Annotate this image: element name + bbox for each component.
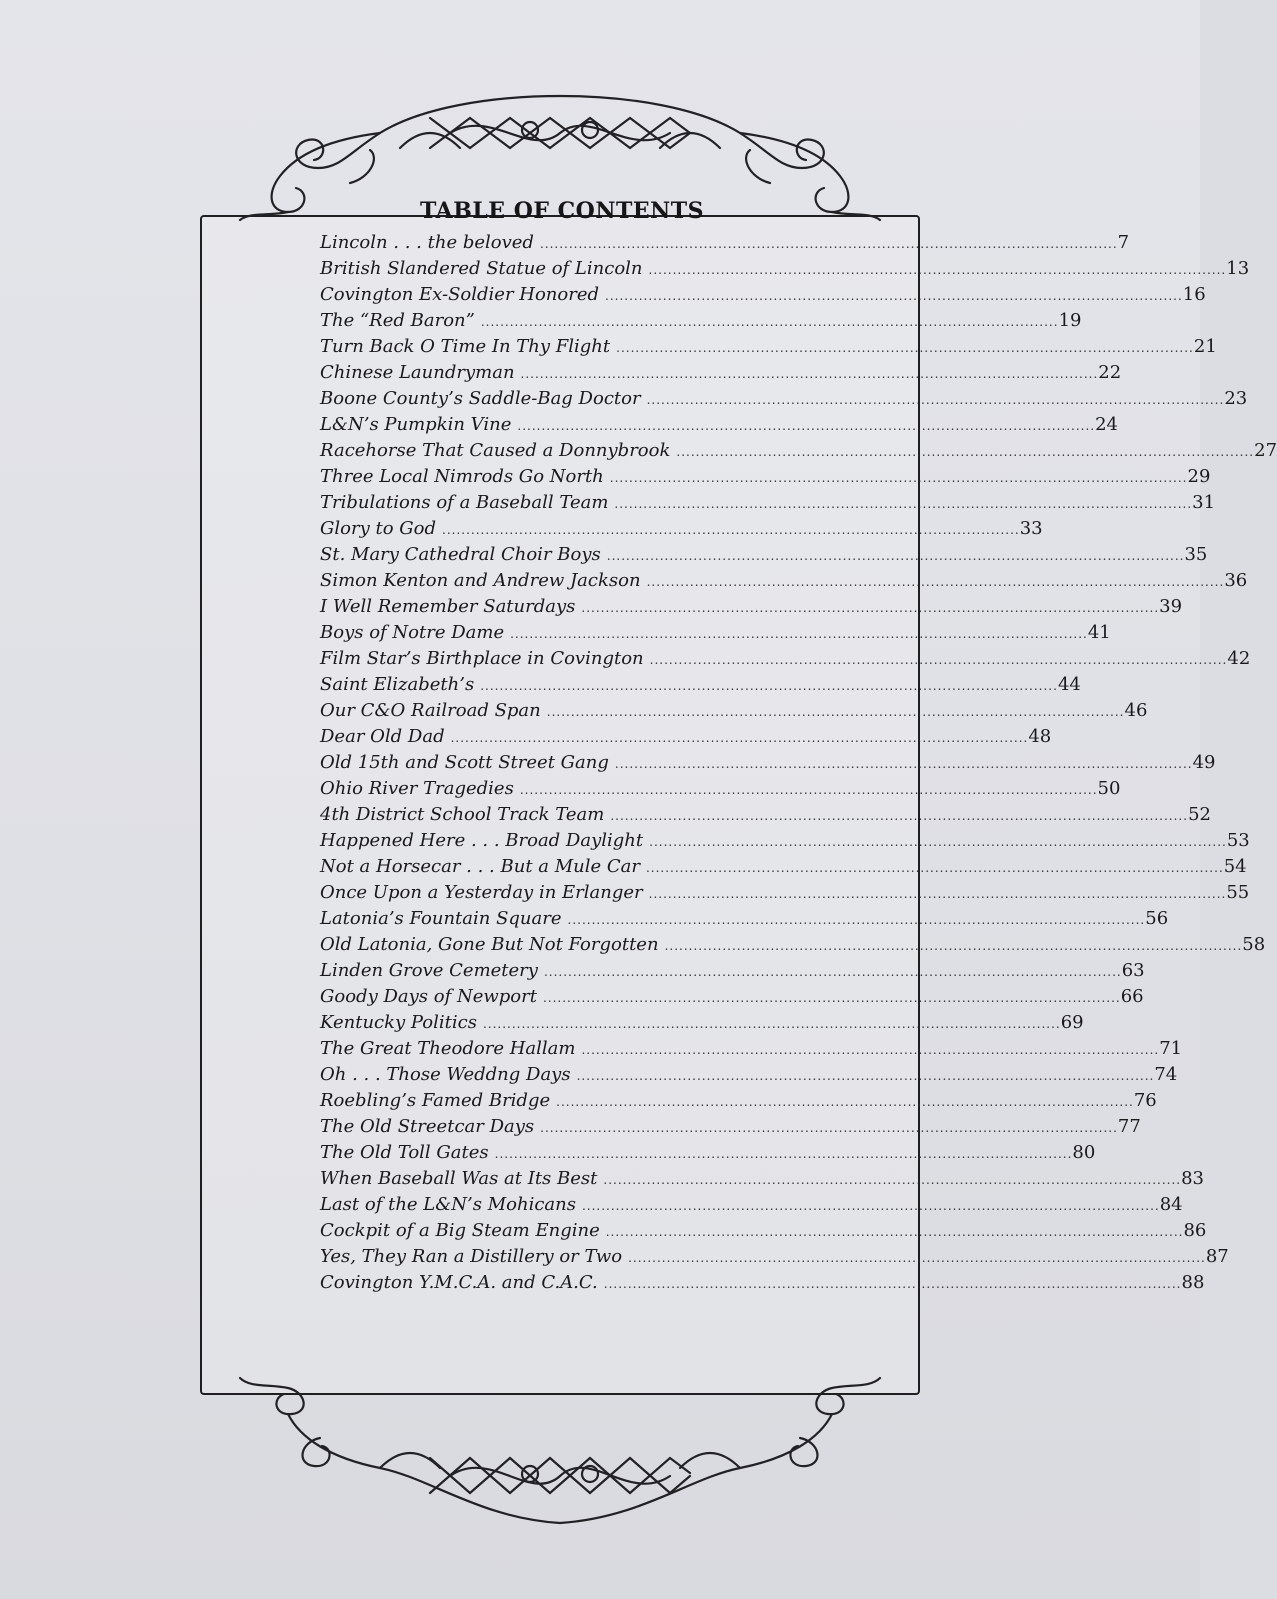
toc-entry-page-number: 19 xyxy=(1058,310,1082,331)
toc-entry-title: Saint Elizabeth’s xyxy=(320,674,475,695)
toc-entry-page-number: 21 xyxy=(1193,336,1217,357)
dot-leader: ........................................................................................................................ xyxy=(567,913,1146,927)
toc-entry xyxy=(320,1038,1183,1064)
dot-leader: ........................................................................................................................ xyxy=(648,887,1227,901)
dot-leader: ........................................................................................................................ xyxy=(628,1251,1206,1265)
toc-entry-page-number: 53 xyxy=(1226,830,1250,851)
toc-entry-title: Film Star’s Birthplace in Covington xyxy=(320,648,644,669)
toc-entry xyxy=(320,882,1250,908)
toc-entry-title: Tribulations of a Baseball Team xyxy=(320,492,609,513)
toc-entry-page-number: 55 xyxy=(1226,882,1250,903)
toc-entry-page-number: 58 xyxy=(1242,934,1266,955)
dot-leader: ........................................................................................................................ xyxy=(520,367,1099,381)
toc-entry-title: Glory to God xyxy=(320,518,436,539)
toc-entry xyxy=(320,1116,1141,1142)
dot-leader: ........................................................................................................................ xyxy=(540,1121,1118,1135)
toc-entry-title: Covington Y.M.C.A. and C.A.C. xyxy=(320,1272,598,1293)
toc-entry-title: I Well Remember Saturdays xyxy=(320,596,576,617)
toc-entry-title: L&N’s Pumpkin Vine xyxy=(320,414,512,435)
dot-leader: ........................................................................................................................ xyxy=(646,393,1225,407)
dot-leader: ........................................................................................................................ xyxy=(616,341,1194,355)
toc-entry-page-number: 52 xyxy=(1188,804,1211,825)
toc-entry-title: Ohio River Tragedies xyxy=(320,778,514,799)
toc-entry-page-number: 63 xyxy=(1121,960,1145,981)
dot-leader: ........................................................................................................................ xyxy=(510,627,1088,641)
dot-leader: ........................................................................................................................ xyxy=(450,731,1029,745)
toc-entry xyxy=(320,518,1043,544)
toc-entry-page-number: 74 xyxy=(1154,1064,1178,1085)
toc-entry xyxy=(320,362,1122,388)
dot-leader: ........................................................................................................................ xyxy=(606,549,1185,563)
toc-entry xyxy=(320,622,1111,648)
toc-entry-title: Cockpit of a Big Steam Engine xyxy=(320,1220,600,1241)
toc-entry xyxy=(320,284,1206,310)
toc-entry-page-number: 24 xyxy=(1095,414,1119,435)
toc-entry-title: Lincoln . . . the beloved xyxy=(320,232,534,253)
toc-entry-page-number: 80 xyxy=(1072,1142,1096,1163)
toc-entry xyxy=(320,856,1247,882)
dot-leader: ........................................................................................................................ xyxy=(646,575,1225,589)
dot-leader: ........................................................................................................................ xyxy=(664,939,1243,953)
dot-leader: ........................................................................................................................ xyxy=(649,653,1228,667)
toc-entry-page-number: 31 xyxy=(1192,492,1216,513)
toc-entry-page-number: 77 xyxy=(1117,1116,1141,1137)
dot-leader: ........................................................................................................................ xyxy=(542,991,1121,1005)
toc-entry xyxy=(320,596,1183,622)
toc-entry-page-number: 33 xyxy=(1019,518,1043,539)
toc-entry-title: Boys of Notre Dame xyxy=(320,622,505,643)
dot-leader: ........................................................................................................................ xyxy=(546,705,1125,719)
dot-leader: ........................................................................................................................ xyxy=(539,237,1118,251)
toc-entry xyxy=(320,544,1208,570)
toc-entry-title: Covington Ex-Soldier Honored xyxy=(320,284,600,305)
dot-leader: ........................................................................................................................ xyxy=(556,1095,1134,1109)
toc-entry xyxy=(320,310,1082,336)
toc-entry-page-number: 22 xyxy=(1098,362,1122,383)
toc-entry-page-number: 44 xyxy=(1057,674,1081,695)
toc-entry-title: Yes, They Ran a Distillery or Two xyxy=(320,1246,623,1267)
dot-leader: ........................................................................................................................ xyxy=(605,289,1183,303)
toc-entry xyxy=(320,570,1248,596)
toc-entry xyxy=(320,492,1216,518)
toc-entry-page-number: 35 xyxy=(1184,544,1208,565)
toc-entry-page-number: 36 xyxy=(1224,570,1248,591)
dot-leader: ........................................................................................................................ xyxy=(603,1277,1182,1291)
toc-entry-title: Racehorse That Caused a Donnybrook xyxy=(320,440,671,461)
toc-entry xyxy=(320,440,1277,466)
dot-leader: ........................................................................................................................ xyxy=(517,419,1096,433)
toc-entry xyxy=(320,1168,1205,1194)
toc-entry-title: Kentucky Politics xyxy=(320,1012,477,1033)
toc-entry-page-number: 71 xyxy=(1159,1038,1183,1059)
toc-entry-page-number: 56 xyxy=(1145,908,1169,929)
toc-entry-title: Linden Grove Cemetery xyxy=(320,960,538,981)
dot-leader: ........................................................................................................................ xyxy=(609,471,1188,485)
toc-entry xyxy=(320,466,1211,492)
dot-leader: ........................................................................................................................ xyxy=(482,1017,1061,1031)
toc-entry-page-number: 88 xyxy=(1181,1272,1205,1293)
toc-entry-title: Chinese Laundryman xyxy=(320,362,515,383)
dot-leader: ........................................................................................................................ xyxy=(442,523,1020,537)
toc-entry xyxy=(320,830,1250,856)
toc-entry xyxy=(320,1246,1229,1272)
dot-leader: ........................................................................................................................ xyxy=(494,1147,1073,1161)
toc-entry-title: Boone County’s Saddle-Bag Doctor xyxy=(320,388,641,409)
toc-entry-title: Simon Kenton and Andrew Jackson xyxy=(320,570,641,591)
toc-entry xyxy=(320,258,1250,284)
toc-entry-title: Oh . . . Those Weddng Days xyxy=(320,1064,571,1085)
toc-entry xyxy=(320,1090,1157,1116)
toc-entry-title: Roebling’s Famed Bridge xyxy=(320,1090,551,1111)
toc-entry xyxy=(320,908,1169,934)
toc-entry-page-number: 54 xyxy=(1223,856,1247,877)
toc-entry-title: British Slandered Statue of Lincoln xyxy=(320,258,643,279)
toc-entry xyxy=(320,1142,1096,1168)
toc-entry-page-number: 29 xyxy=(1187,466,1211,487)
toc-entry xyxy=(320,934,1266,960)
toc-entry-title: The Old Streetcar Days xyxy=(320,1116,535,1137)
dot-leader: ........................................................................................................................ xyxy=(581,1199,1160,1213)
toc-entry-page-number: 87 xyxy=(1205,1246,1229,1267)
toc-entry xyxy=(320,648,1251,674)
dot-leader: ........................................................................................................................ xyxy=(519,783,1098,797)
dot-leader: ........................................................................................................................ xyxy=(576,1069,1155,1083)
toc-entry-title: When Baseball Was at Its Best xyxy=(320,1168,598,1189)
dot-leader: ........................................................................................................................ xyxy=(648,263,1227,277)
toc-entry-page-number: 13 xyxy=(1226,258,1250,279)
toc-entry-title: Latonia’s Fountain Square xyxy=(320,908,562,929)
toc-entry-title: The Old Toll Gates xyxy=(320,1142,489,1163)
toc-entry-page-number: 76 xyxy=(1133,1090,1157,1111)
toc-entry-title: The Great Theodore Hallam xyxy=(320,1038,576,1059)
bottom-flourish-ornament xyxy=(230,1368,890,1538)
toc-entry-page-number: 46 xyxy=(1124,700,1148,721)
toc-entry xyxy=(320,674,1081,700)
toc-entry-page-number: 69 xyxy=(1060,1012,1084,1033)
toc-entry xyxy=(320,336,1217,362)
toc-entry-title: Our C&O Railroad Span xyxy=(320,700,541,721)
toc-entry-title: Once Upon a Yesterday in Erlanger xyxy=(320,882,643,903)
toc-entry-page-number: 50 xyxy=(1097,778,1121,799)
toc-entry-title: Old Latonia, Gone But Not Forgotten xyxy=(320,934,659,955)
toc-entry-page-number: 84 xyxy=(1159,1194,1183,1215)
toc-entry xyxy=(320,232,1130,258)
toc-entry-page-number: 23 xyxy=(1224,388,1248,409)
dot-leader: ........................................................................................................................ xyxy=(649,835,1227,849)
toc-entry xyxy=(320,960,1145,986)
toc-entry-title: Dear Old Dad xyxy=(320,726,445,747)
toc-entry xyxy=(320,1012,1084,1038)
toc-entry-page-number: 7 xyxy=(1117,232,1130,253)
toc-entry-page-number: 41 xyxy=(1087,622,1111,643)
toc-entry xyxy=(320,1272,1205,1298)
dot-leader: ........................................................................................................................ xyxy=(605,1225,1184,1239)
toc-entry xyxy=(320,986,1144,1012)
toc-entry-title: The “Red Baron” xyxy=(320,310,475,331)
toc-entry-title: Happened Here . . . Broad Daylight xyxy=(320,830,644,851)
toc-entry xyxy=(320,778,1121,804)
dot-leader: ........................................................................................................................ xyxy=(480,679,1058,693)
dot-leader: ........................................................................................................................ xyxy=(614,757,1193,771)
dot-leader: ........................................................................................................................ xyxy=(581,1043,1160,1057)
dot-leader: ........................................................................................................................ xyxy=(610,809,1189,823)
toc-entry-title: St. Mary Cathedral Choir Boys xyxy=(320,544,601,565)
toc-entry xyxy=(320,388,1248,414)
toc-entry-page-number: 42 xyxy=(1227,648,1251,669)
toc-entry-page-number: 16 xyxy=(1182,284,1206,305)
toc-entry xyxy=(320,1220,1207,1246)
toc-entry-title: Three Local Nimrods Go North xyxy=(320,466,604,487)
toc-entry-page-number: 66 xyxy=(1120,986,1144,1007)
toc-entry-page-number: 49 xyxy=(1192,752,1216,773)
dot-leader: ........................................................................................................................ xyxy=(614,497,1193,511)
dot-leader: ........................................................................................................................ xyxy=(480,315,1059,329)
toc-entry-title: Last of the L&N’s Mohicans xyxy=(320,1194,576,1215)
dot-leader: ........................................................................................................................ xyxy=(603,1173,1182,1187)
toc-entry-title: Turn Back O Time In Thy Flight xyxy=(320,336,611,357)
dot-leader: ........................................................................................................................ xyxy=(676,445,1255,459)
toc-entry xyxy=(320,414,1119,440)
toc-entry-title: Old 15th and Scott Street Gang xyxy=(320,752,609,773)
toc-entry-title: 4th District School Track Team xyxy=(320,804,605,825)
toc-entry xyxy=(320,1064,1178,1090)
toc-entry xyxy=(320,726,1052,752)
toc-entry xyxy=(320,752,1216,778)
toc-entry-page-number: 48 xyxy=(1028,726,1052,747)
toc-entry-page-number: 86 xyxy=(1183,1220,1207,1241)
toc-entry-page-number: 83 xyxy=(1181,1168,1205,1189)
toc-entry-title: Not a Horsecar . . . But a Mule Car xyxy=(320,856,640,877)
toc-entry xyxy=(320,1194,1183,1220)
dot-leader: ........................................................................................................................ xyxy=(543,965,1122,979)
toc-entry-list xyxy=(320,232,1277,1298)
toc-entry-page-number: 39 xyxy=(1159,596,1183,617)
toc-entry-title: Goody Days of Newport xyxy=(320,986,537,1007)
toc-entry-page-number: 27 xyxy=(1254,440,1277,461)
toc-entry xyxy=(320,700,1148,726)
dot-leader: ........................................................................................................................ xyxy=(645,861,1224,875)
dot-leader: ........................................................................................................................ xyxy=(581,601,1160,615)
toc-entry xyxy=(320,804,1211,830)
toc-heading: TABLE OF CONTENTS xyxy=(420,198,704,224)
